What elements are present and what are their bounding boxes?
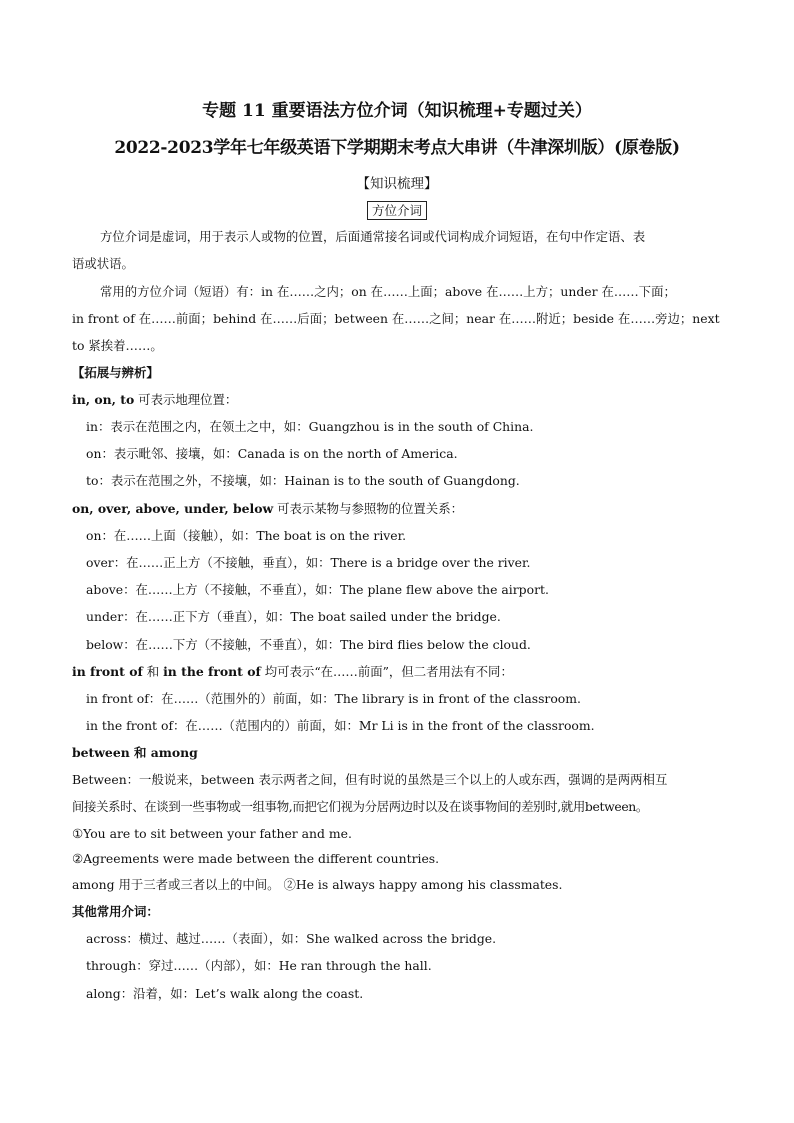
group4-line-3: among 用于三者或三者以上的中间。 ②He is always happy among his classmates. — [72, 877, 563, 892]
group4-example-2: ②Agreements were made between the different countries. — [72, 851, 440, 866]
group4-heading: between 和 among — [72, 745, 198, 760]
group1-item-1: in：表示在范围之内，在领土之中，如：Guangzhou is in the south of China. — [86, 419, 534, 434]
group2-heading-bold: on, over, above, under, below — [72, 501, 274, 516]
intro-line-1: 方位介词是虚词，用于表示人或物的位置，后面通常接名词或代词构成介词短语，在句中作定语、表 — [100, 229, 646, 244]
group1-heading-rest: 可表示地理位置： — [134, 392, 238, 407]
intro-line-2: 语或状语。 — [72, 256, 134, 271]
group4-example-1: ①You are to sit between your father and me. — [72, 826, 352, 841]
group4-line-1: Between：一般说来，between 表示两者之间，但有时说的虽然是三个以上的人或东西，强调的是两两相互 — [72, 772, 668, 787]
group2-item-2: over：在……正上方（不接触，垂直），如：There is a bridge over the river. — [86, 555, 531, 570]
group3-heading-bold-2: in the front of — [163, 664, 261, 679]
group5-heading: 其他常用介词： — [72, 904, 159, 919]
group2-item-3: above：在……上方（不接触，不垂直），如：The plane flew above the airport. — [86, 582, 549, 597]
group2-item-4: under：在……正下方（垂直），如：The boat sailed under the bridge. — [86, 609, 501, 624]
group3-heading-mid: 和 — [142, 664, 164, 679]
document-title: 专题 11 重要语法方位介词（知识梳理+专题过关） — [202, 101, 592, 121]
group1-heading-bold: in, on, to — [72, 392, 135, 407]
group3-item-2: in the front of：在……（范围内的）前面，如：Mr Li is in the front of the classroom. — [86, 718, 595, 733]
common-line-1: 常用的方位介词（短语）有：in 在……之内；on 在……上面；above 在……上方；under 在……下面； — [100, 284, 676, 299]
group1-heading — [72, 392, 237, 408]
section-title: 【知识梳理】 — [356, 176, 438, 192]
group5-item-2: through：穿过……（内部），如：He ran through the hall. — [86, 958, 432, 973]
group2-item-1: on：在……上面（接触），如：The boat is on the river. — [86, 528, 407, 543]
group5-item-1: across：横过、越过……（表面），如：She walked across the bridge. — [86, 931, 497, 946]
topic-box-wrapper — [0, 200, 794, 220]
group5-item-3: along：沿着，如：Let’s walk along the coast. — [86, 986, 364, 1001]
common-line-3: to 紧挨着……。 — [72, 338, 163, 353]
topic-box: 方位介词 — [367, 201, 427, 220]
group1-item-2: on：表示毗邻、接壤，如：Canada is on the north of America. — [86, 446, 458, 461]
group3-heading — [72, 664, 513, 680]
document-subtitle: 2022-2023学年七年级英语下学期期末考点大串讲（牛津深圳版）(原卷版) — [114, 138, 680, 158]
common-line-2: in front of 在……前面；behind 在……后面；between 在……之间；near 在……附近；beside 在……旁边；next — [72, 311, 720, 326]
group3-heading-rest: 均可表示“在……前面”，但二者用法有不同： — [260, 664, 513, 679]
group2-heading-rest: 可表示某物与参照物的位置关系： — [273, 501, 463, 516]
group3-heading-bold: in front of — [72, 664, 143, 679]
group2-heading — [72, 501, 463, 517]
group1-item-3: to：表示在范围之外，不接壤，如：Hainan is to the south of Guangdong. — [86, 473, 520, 488]
group3-item-1: in front of：在……（范围外的）前面，如：The library is in front of the classroom. — [86, 691, 581, 706]
expand-title: 【拓展与辨析】 — [72, 365, 159, 380]
group4-line-2: 间接关系时、在谈到一些事物或一组事物,而把它们视为分居两边时以及在谈事物间的差别时,就用between。 — [72, 799, 648, 814]
group2-item-5: below：在……下方（不接触，不垂直），如：The bird flies below the cloud. — [86, 637, 531, 652]
